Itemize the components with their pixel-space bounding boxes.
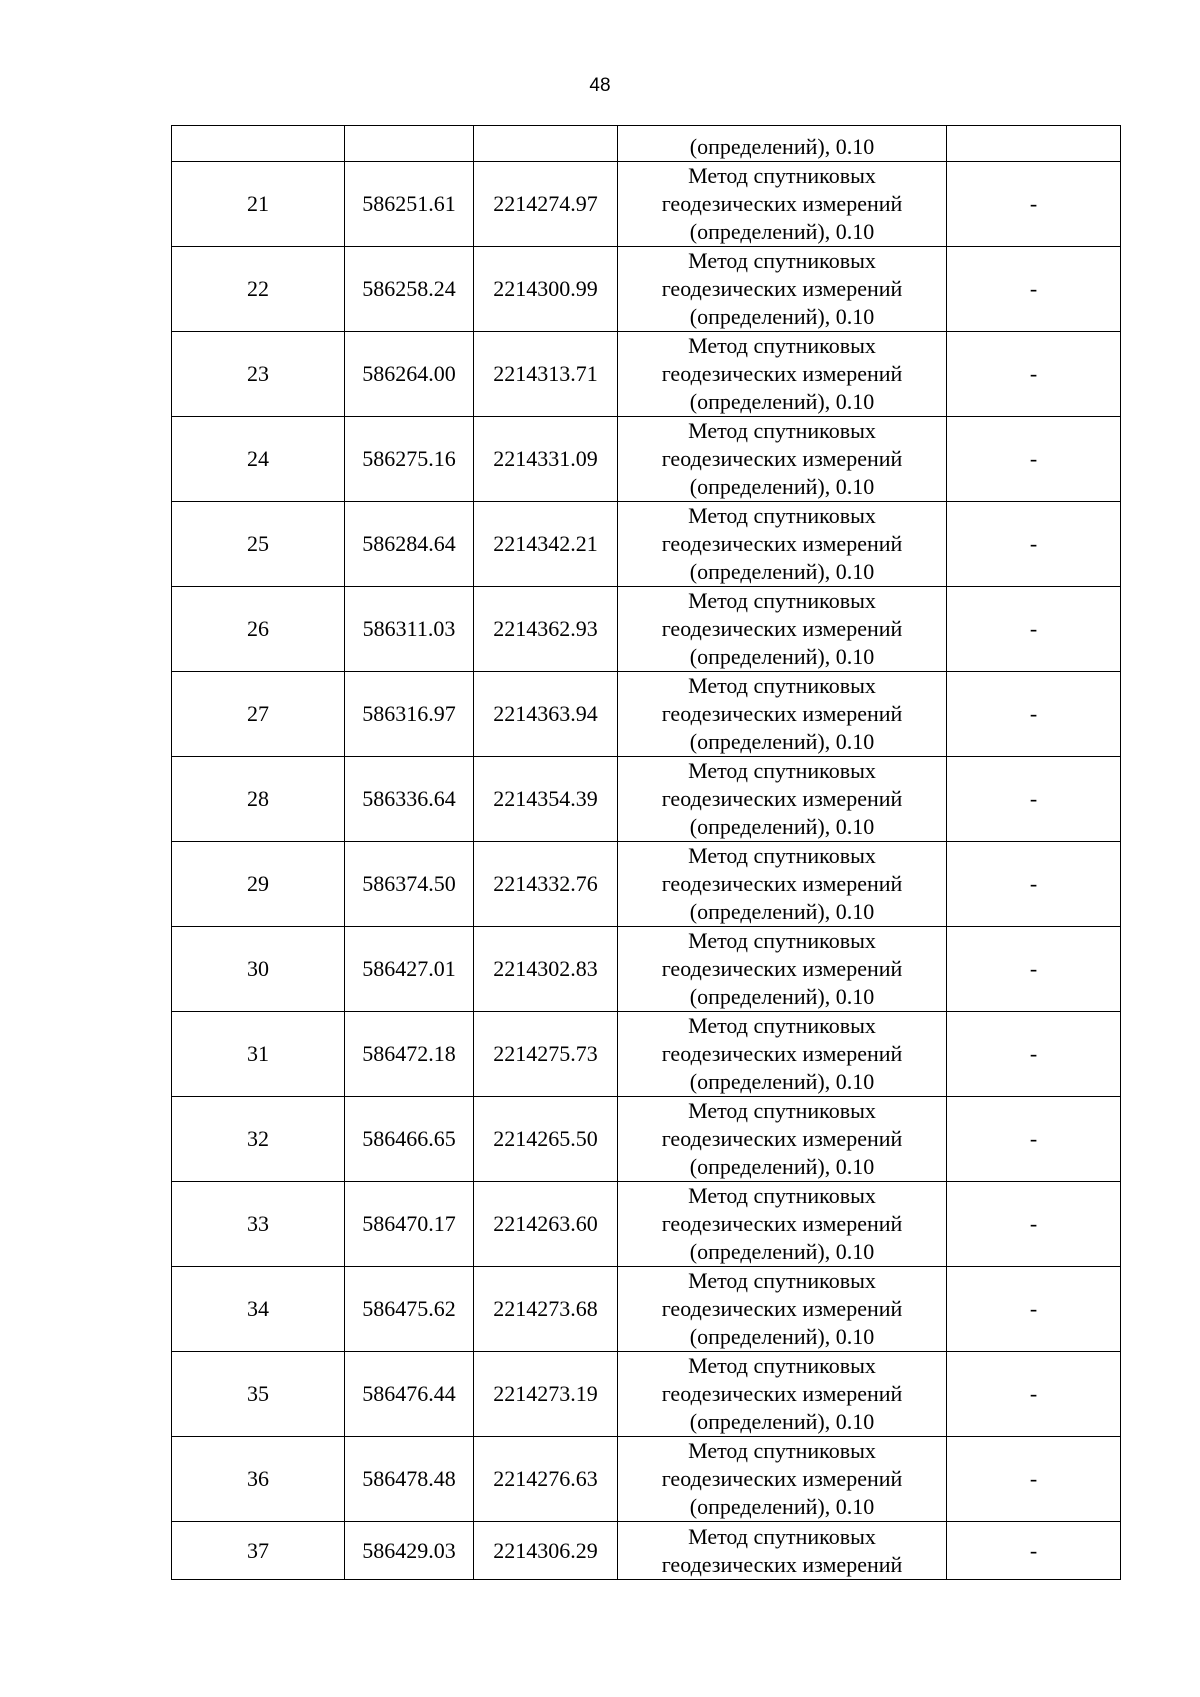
cell-y-coordinate: 2214306.29 (474, 1522, 618, 1580)
cell-note: - (947, 162, 1121, 247)
method-line: геодезических измерений (661, 1552, 903, 1577)
cell-point-number: 22 (172, 247, 345, 332)
method-line: (определений), 0.10 (689, 304, 875, 329)
method-line: (определений), 0.10 (689, 814, 875, 839)
cell-y-coordinate: 2214302.83 (474, 927, 618, 1012)
table-row (172, 332, 1121, 417)
method-line: Метод спутниковых (688, 1268, 876, 1293)
method-line: геодезических измерений (661, 616, 903, 641)
method-line: (определений), 0.10 (689, 644, 875, 669)
cell-y-coordinate: 2214354.39 (474, 757, 618, 842)
method-line: (определений), 0.10 (689, 219, 875, 244)
cell-method (618, 757, 947, 842)
cell-method (618, 842, 947, 927)
page-number: 48 (589, 75, 611, 96)
method-line: (определений), 0.10 (689, 559, 875, 584)
method-line: геодезических измерений (661, 1296, 903, 1321)
cell-point-number: 30 (172, 927, 345, 1012)
cell-method (618, 587, 947, 672)
method-line: Метод спутниковых (688, 843, 876, 868)
cell-note: - (947, 332, 1121, 417)
cell-method (618, 247, 947, 332)
cell-x-coordinate: 586316.97 (345, 672, 474, 757)
cell-note: - (947, 842, 1121, 927)
cell-x-coordinate: 586251.61 (345, 162, 474, 247)
method-line: геодезических измерений (661, 871, 903, 896)
cell-x-coordinate: 586472.18 (345, 1012, 474, 1097)
cell-note: - (947, 247, 1121, 332)
cell-point-number: 34 (172, 1267, 345, 1352)
method-line: геодезических измерений (661, 1126, 903, 1151)
cell-y-coordinate: 2214276.63 (474, 1437, 618, 1522)
cell-point-number: 21 (172, 162, 345, 247)
cell-x-coordinate: 586478.48 (345, 1437, 474, 1522)
method-line: Метод спутниковых (688, 418, 876, 443)
cell-method (618, 162, 947, 247)
cell-method (618, 1182, 947, 1267)
cell-point-number: 26 (172, 587, 345, 672)
table-row (172, 162, 1121, 247)
cell-y-coordinate: 2214332.76 (474, 842, 618, 927)
cell-note: - (947, 757, 1121, 842)
cell-x-coordinate: 586374.50 (345, 842, 474, 927)
cell-method (618, 672, 947, 757)
cell-method (618, 1522, 947, 1580)
cell-y-coordinate: 2214363.94 (474, 672, 618, 757)
method-line: Метод спутниковых (688, 1524, 876, 1549)
cell-x-coordinate (345, 126, 474, 162)
method-line: Метод спутниковых (688, 1438, 876, 1463)
cell-x-coordinate: 586275.16 (345, 417, 474, 502)
cell-point-number: 23 (172, 332, 345, 417)
cell-method (618, 502, 947, 587)
table-row (172, 1097, 1121, 1182)
cell-x-coordinate: 586466.65 (345, 1097, 474, 1182)
table-row (172, 1437, 1121, 1522)
method-line: геодезических измерений (661, 276, 903, 301)
cell-y-coordinate: 2214300.99 (474, 247, 618, 332)
cell-y-coordinate: 2214273.19 (474, 1352, 618, 1437)
table-row (172, 927, 1121, 1012)
table-row (172, 1012, 1121, 1097)
table-row (172, 247, 1121, 332)
cell-method (618, 1097, 947, 1182)
method-line: (определений), 0.10 (689, 1409, 875, 1434)
method-line: (определений), 0.10 (689, 474, 875, 499)
cell-note: - (947, 502, 1121, 587)
cell-x-coordinate: 586427.01 (345, 927, 474, 1012)
method-line: геодезических измерений (661, 786, 903, 811)
method-line: геодезических измерений (661, 1466, 903, 1491)
method-line: Метод спутниковых (688, 928, 876, 953)
method-line: Метод спутниковых (688, 163, 876, 188)
cell-point-number: 35 (172, 1352, 345, 1437)
cell-note: - (947, 1097, 1121, 1182)
cell-y-coordinate: 2214263.60 (474, 1182, 618, 1267)
cell-method (618, 332, 947, 417)
method-line: Метод спутниковых (688, 1098, 876, 1123)
method-line: (определений), 0.10 (689, 389, 875, 414)
method-line: (определений), 0.10 (689, 1069, 875, 1094)
coordinates-table (171, 125, 1121, 1580)
coordinates-table-body (172, 126, 1121, 1580)
table-row (172, 672, 1121, 757)
cell-y-coordinate: 2214362.93 (474, 587, 618, 672)
table-row (172, 502, 1121, 587)
cell-x-coordinate: 586264.00 (345, 332, 474, 417)
cell-method (618, 1352, 947, 1437)
cell-point-number: 24 (172, 417, 345, 502)
cell-note: - (947, 1267, 1121, 1352)
table-row (172, 1267, 1121, 1352)
cell-point-number: 29 (172, 842, 345, 927)
cell-method (618, 126, 947, 162)
method-line: (определений), 0.10 (689, 1239, 875, 1264)
method-line: геодезических измерений (661, 1381, 903, 1406)
method-line: геодезических измерений (661, 1211, 903, 1236)
method-line: геодезических измерений (661, 361, 903, 386)
method-line: Метод спутниковых (688, 673, 876, 698)
cell-point-number: 27 (172, 672, 345, 757)
cell-x-coordinate: 586336.64 (345, 757, 474, 842)
method-line: Метод спутниковых (688, 503, 876, 528)
method-line: геодезических измерений (661, 531, 903, 556)
method-line: геодезических измерений (661, 1041, 903, 1066)
method-line: (определений), 0.10 (689, 899, 875, 924)
method-line: геодезических измерений (661, 446, 903, 471)
cell-x-coordinate: 586470.17 (345, 1182, 474, 1267)
method-line: Метод спутниковых (688, 588, 876, 613)
table-row (172, 1352, 1121, 1437)
method-line: Метод спутниковых (688, 758, 876, 783)
cell-note: - (947, 1352, 1121, 1437)
cell-point-number: 33 (172, 1182, 345, 1267)
cell-y-coordinate (474, 126, 618, 162)
cell-point-number: 31 (172, 1012, 345, 1097)
cell-point-number: 36 (172, 1437, 345, 1522)
table-row (172, 1522, 1121, 1580)
cell-x-coordinate: 586284.64 (345, 502, 474, 587)
cell-x-coordinate: 586476.44 (345, 1352, 474, 1437)
method-line: (определений), 0.10 (689, 1324, 875, 1349)
cell-method (618, 1437, 947, 1522)
cell-x-coordinate: 586311.03 (345, 587, 474, 672)
cell-y-coordinate: 2214274.97 (474, 162, 618, 247)
method-line: Метод спутниковых (688, 1353, 876, 1378)
table-row (172, 417, 1121, 502)
cell-point-number (172, 126, 345, 162)
method-line: Метод спутниковых (688, 1183, 876, 1208)
cell-point-number: 25 (172, 502, 345, 587)
table-row (172, 757, 1121, 842)
cell-method (618, 417, 947, 502)
cell-note: - (947, 587, 1121, 672)
cell-note: - (947, 1437, 1121, 1522)
cell-y-coordinate: 2214331.09 (474, 417, 618, 502)
cell-note: - (947, 417, 1121, 502)
method-line: (определений), 0.10 (689, 984, 875, 1009)
cell-note: - (947, 1012, 1121, 1097)
method-line: (определений), 0.10 (689, 729, 875, 754)
cell-note (947, 126, 1121, 162)
method-line: Метод спутниковых (688, 1013, 876, 1038)
method-line: (определений), 0.10 (689, 1494, 875, 1519)
cell-method (618, 1267, 947, 1352)
cell-y-coordinate: 2214265.50 (474, 1097, 618, 1182)
cell-note: - (947, 672, 1121, 757)
cell-point-number: 37 (172, 1522, 345, 1580)
cell-y-coordinate: 2214313.71 (474, 332, 618, 417)
cell-y-coordinate: 2214275.73 (474, 1012, 618, 1097)
method-line: (определений), 0.10 (689, 134, 875, 159)
cell-y-coordinate: 2214342.21 (474, 502, 618, 587)
cell-method (618, 1012, 947, 1097)
cell-note: - (947, 1182, 1121, 1267)
table-row-continuation (172, 126, 1121, 162)
table-row (172, 1182, 1121, 1267)
table-row (172, 587, 1121, 672)
method-line: геодезических измерений (661, 701, 903, 726)
method-line: (определений), 0.10 (689, 1154, 875, 1179)
cell-x-coordinate: 586475.62 (345, 1267, 474, 1352)
cell-point-number: 32 (172, 1097, 345, 1182)
method-line: Метод спутниковых (688, 248, 876, 273)
cell-x-coordinate: 586429.03 (345, 1522, 474, 1580)
method-line: геодезических измерений (661, 956, 903, 981)
cell-method (618, 927, 947, 1012)
method-line: Метод спутниковых (688, 333, 876, 358)
cell-point-number: 28 (172, 757, 345, 842)
table-row (172, 842, 1121, 927)
cell-x-coordinate: 586258.24 (345, 247, 474, 332)
cell-note: - (947, 1522, 1121, 1580)
method-line: геодезических измерений (661, 191, 903, 216)
cell-note: - (947, 927, 1121, 1012)
cell-y-coordinate: 2214273.68 (474, 1267, 618, 1352)
